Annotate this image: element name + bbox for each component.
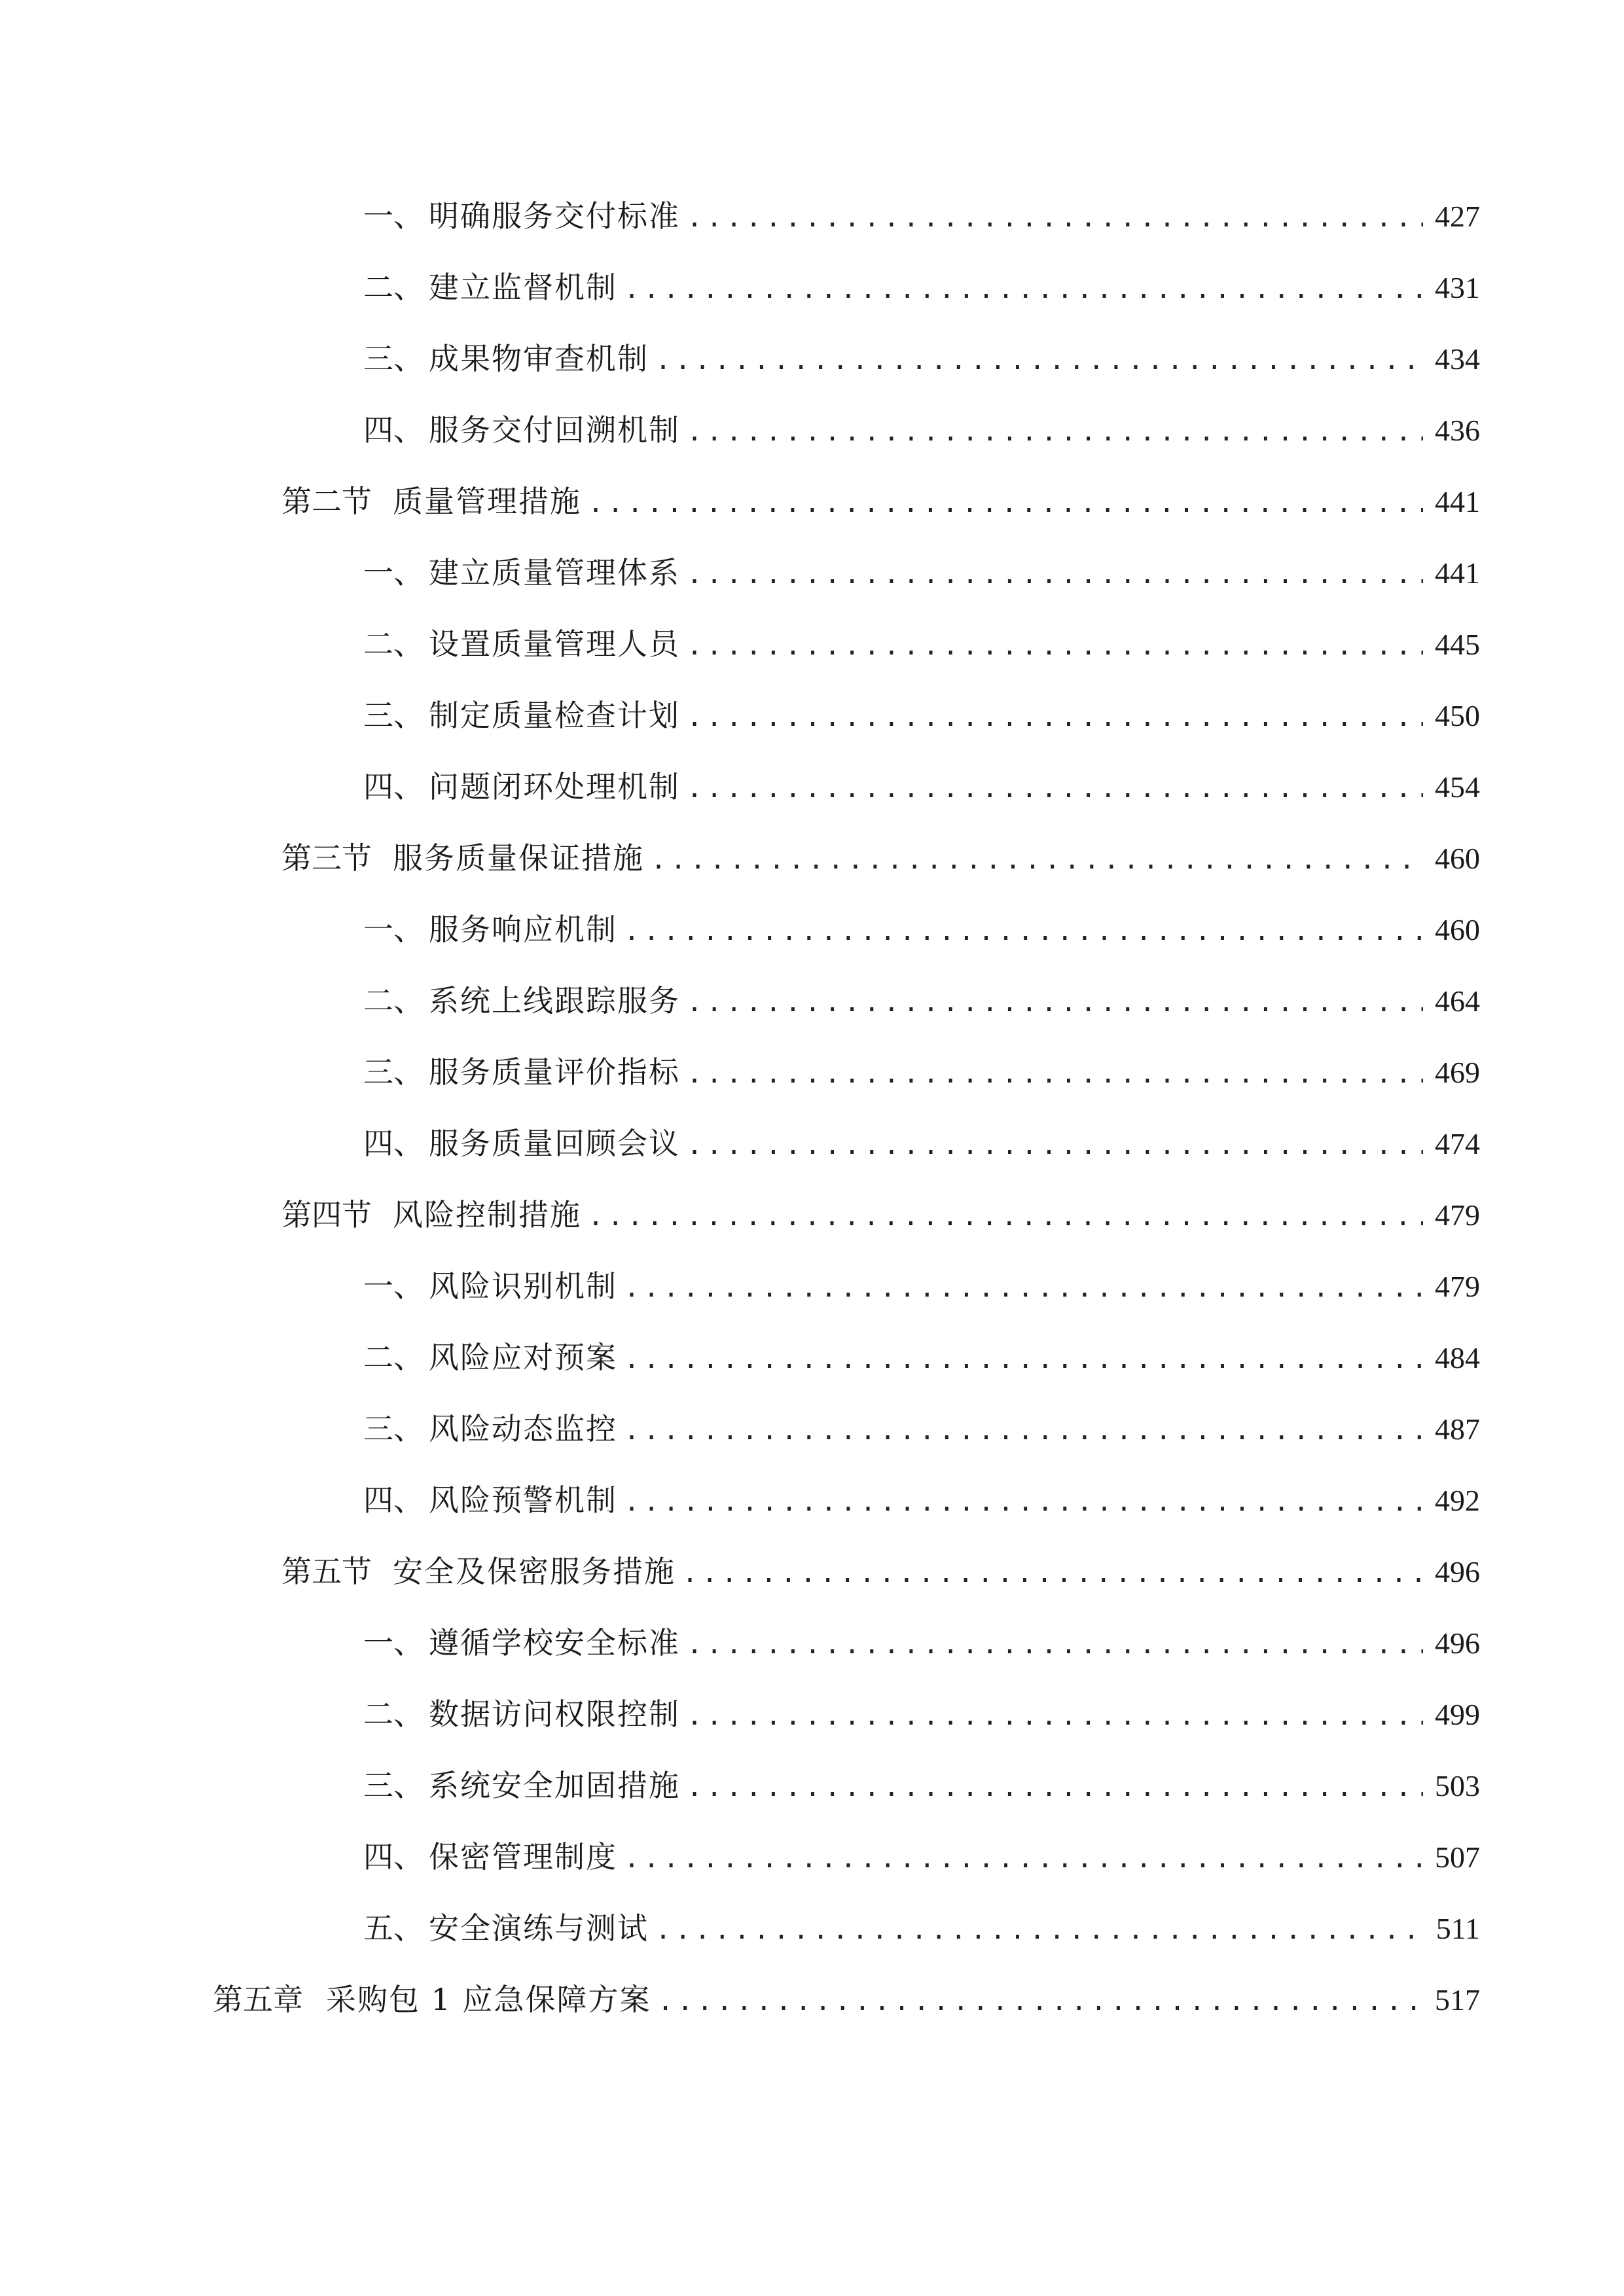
toc-entry-page: 454: [1435, 770, 1480, 804]
toc-entry-number: 四、: [363, 1126, 424, 1161]
toc-entry-title: 成果物审查机制: [429, 341, 649, 376]
toc-entry-title: 保密管理制度: [429, 1839, 617, 1874]
toc-entry[interactable]: [363, 906, 1480, 952]
toc-dot-leader: [687, 980, 1423, 1026]
toc-entry-number: 一、: [363, 1268, 424, 1304]
toc-dot-leader: [588, 1194, 1423, 1240]
toc-entry-number: 第五节: [281, 1554, 372, 1589]
toc-dot-leader: [588, 480, 1423, 526]
toc-entry-title: 质量管理措施: [393, 484, 581, 519]
toc-entry-title: 遵循学校安全标准: [429, 1625, 680, 1660]
toc-entry-title: 采购包 1 应急保障方案: [326, 1982, 651, 2017]
toc-entry-page: 492: [1435, 1484, 1480, 1517]
toc-section-entry[interactable]: [281, 1192, 1480, 1238]
toc-entry-number: 三、: [363, 1054, 424, 1090]
toc-entry[interactable]: [363, 1335, 1480, 1380]
toc-dot-leader: [624, 266, 1423, 312]
toc-entry[interactable]: [363, 550, 1480, 596]
toc-dot-leader: [687, 1693, 1423, 1739]
toc-entry[interactable]: [363, 264, 1480, 310]
toc-entry-title: 安全演练与测试: [429, 1910, 649, 1946]
toc-entry-page: 479: [1435, 1270, 1480, 1303]
toc-dot-leader: [682, 1551, 1423, 1596]
toc-entry-number: 一、: [363, 198, 424, 234]
toc-entry[interactable]: [363, 1406, 1480, 1452]
toc-dot-leader: [651, 837, 1423, 883]
toc-dot-leader: [624, 1836, 1423, 1882]
toc-entry-page: 496: [1435, 1555, 1480, 1588]
toc-entry-page: 484: [1435, 1341, 1480, 1374]
toc-section-entry[interactable]: [281, 1549, 1480, 1594]
toc-section-entry[interactable]: [281, 478, 1480, 524]
toc-entry-title: 服务质量保证措施: [393, 840, 644, 876]
toc-entry-page: 445: [1435, 628, 1480, 661]
toc-entry-number: 三、: [363, 698, 424, 733]
toc-entry-page: 431: [1435, 271, 1480, 304]
toc-entry-number: 三、: [363, 1768, 424, 1803]
toc-entry-number: 一、: [363, 912, 424, 947]
toc-entry-page: 479: [1435, 1198, 1480, 1232]
toc-entry-title: 服务交付回溯机制: [429, 412, 680, 448]
toc-entry-page: 469: [1435, 1056, 1480, 1089]
toc-entry-title: 建立质量管理体系: [429, 555, 680, 590]
toc-entry-page: 474: [1435, 1127, 1480, 1160]
toc-entry[interactable]: [363, 1905, 1480, 1951]
toc-chapter-entry[interactable]: [213, 1977, 1480, 2022]
toc-entry-number: 第二节: [281, 484, 372, 519]
toc-entry[interactable]: [363, 1049, 1480, 1095]
toc-entry-number: 第四节: [281, 1197, 372, 1232]
toc-entry-page: 460: [1435, 842, 1480, 875]
toc-entry-page: 450: [1435, 699, 1480, 732]
toc-entry-page: 511: [1435, 1912, 1480, 1945]
toc-entry[interactable]: [363, 1620, 1480, 1666]
toc-entry-title: 风险动态监控: [429, 1411, 617, 1446]
toc-dot-leader: [687, 694, 1423, 740]
toc-entry[interactable]: [363, 1763, 1480, 1808]
toc-dot-leader: [624, 1479, 1423, 1525]
toc-entry-title: 明确服务交付标准: [429, 198, 680, 234]
toc-entry-title: 系统安全加固措施: [429, 1768, 680, 1803]
toc-dot-leader: [687, 1622, 1423, 1668]
toc-entry[interactable]: [363, 1121, 1480, 1166]
toc-entry-title: 风险控制措施: [393, 1197, 581, 1232]
toc-entry-number: 四、: [363, 412, 424, 448]
toc-entry-title: 服务响应机制: [429, 912, 617, 947]
toc-entry-title: 风险应对预案: [429, 1340, 617, 1375]
toc-entry-title: 制定质量检查计划: [429, 698, 680, 733]
toc-entry-page: 507: [1435, 1840, 1480, 1874]
toc-entry-page: 427: [1435, 200, 1480, 233]
toc-entry-title: 安全及保密服务措施: [393, 1554, 676, 1589]
toc-entry-page: 464: [1435, 984, 1480, 1018]
toc-entry[interactable]: [363, 1263, 1480, 1309]
toc-entry-title: 问题闭环处理机制: [429, 769, 680, 804]
toc-dot-leader: [687, 409, 1423, 455]
toc-dot-leader: [624, 908, 1423, 954]
toc-dot-leader: [658, 1979, 1423, 2024]
toc-entry-number: 三、: [363, 1411, 424, 1446]
toc-entry-page: 434: [1435, 342, 1480, 376]
toc-entry[interactable]: [363, 1691, 1480, 1737]
toc-entry-page: 441: [1435, 485, 1480, 518]
toc-entry-number: 一、: [363, 1625, 424, 1660]
toc-entry-page: 499: [1435, 1698, 1480, 1731]
toc-dot-leader: [687, 1765, 1423, 1810]
toc-entry-number: 一、: [363, 555, 424, 590]
toc-entry-number: 四、: [363, 1482, 424, 1518]
toc-entry-title: 建立监督机制: [429, 270, 617, 305]
toc-entry-page: 436: [1435, 414, 1480, 447]
toc-entry-number: 五、: [363, 1910, 424, 1946]
toc-dot-leader: [687, 1051, 1423, 1097]
toc-entry[interactable]: [363, 407, 1480, 453]
toc-entry-page: 496: [1435, 1626, 1480, 1660]
toc-dot-leader: [624, 1265, 1423, 1311]
toc-entry-title: 服务质量回顾会议: [429, 1126, 680, 1161]
toc-entry-title: 风险预警机制: [429, 1482, 617, 1518]
toc-entry[interactable]: [363, 1834, 1480, 1880]
toc-entry[interactable]: [363, 193, 1480, 239]
toc-dot-leader: [687, 195, 1423, 241]
toc-entry[interactable]: [363, 692, 1480, 738]
toc-dot-leader: [655, 338, 1423, 384]
toc-entry-page: 460: [1435, 913, 1480, 946]
toc-entry-title: 系统上线跟踪服务: [429, 983, 680, 1018]
toc-entry-title: 服务质量评价指标: [429, 1054, 680, 1090]
toc-entry-title: 设置质量管理人员: [429, 626, 680, 662]
toc-entry-page: 487: [1435, 1412, 1480, 1446]
toc-entry-number: 四、: [363, 769, 424, 804]
toc-entry-number: 二、: [363, 1340, 424, 1375]
toc-entry-number: 二、: [363, 983, 424, 1018]
toc-dot-leader: [687, 552, 1423, 598]
toc-entry[interactable]: [363, 621, 1480, 667]
toc-dot-leader: [687, 766, 1423, 812]
toc-entry[interactable]: [363, 1477, 1480, 1523]
toc-dot-leader: [655, 1907, 1424, 1953]
toc-section-entry[interactable]: [281, 835, 1480, 881]
toc-dot-leader: [624, 1336, 1423, 1382]
toc-entry-title: 数据访问权限控制: [429, 1696, 680, 1732]
toc-entry-number: 二、: [363, 1696, 424, 1732]
toc-entry-number: 四、: [363, 1839, 424, 1874]
toc-entry-page: 517: [1435, 1983, 1480, 2017]
toc-entry-title: 风险识别机制: [429, 1268, 617, 1304]
toc-entry-number: 三、: [363, 341, 424, 376]
toc-entry-page: 441: [1435, 556, 1480, 590]
toc-entry-page: 503: [1435, 1769, 1480, 1803]
toc-entry[interactable]: [363, 764, 1480, 810]
toc-dot-leader: [624, 1408, 1423, 1454]
toc-entry[interactable]: [363, 978, 1480, 1024]
toc-entry-number: 第五章: [213, 1982, 303, 2017]
toc-entry-number: 二、: [363, 626, 424, 662]
toc-entry-number: 二、: [363, 270, 424, 305]
toc-entry[interactable]: [363, 336, 1480, 382]
toc-dot-leader: [687, 1122, 1423, 1168]
toc-entry-number: 第三节: [281, 840, 372, 876]
toc-dot-leader: [687, 623, 1423, 669]
